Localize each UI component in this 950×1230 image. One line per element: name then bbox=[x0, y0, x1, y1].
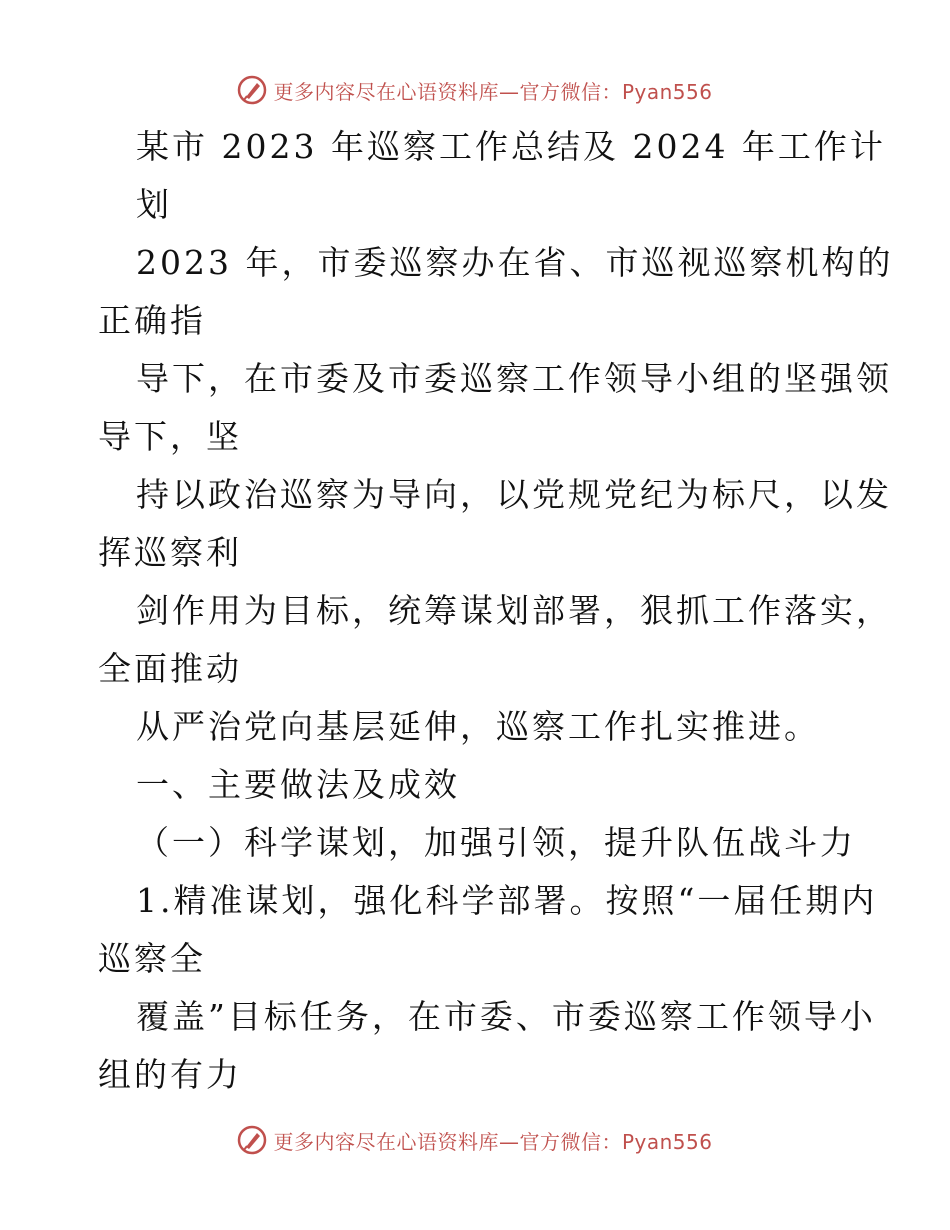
doc-line: 1.精准谋划，强化科学部署。按照“一届任期内 bbox=[136, 881, 878, 920]
doc-line: 全面推动 bbox=[98, 649, 242, 688]
doc-line: 某市 2023 年巡察工作总结及 2024 年工作计 bbox=[136, 127, 886, 166]
watermark-text: 更多内容尽在心语资料库—官方微信：Pyan556 bbox=[273, 1129, 713, 1154]
doc-line: 挥巡察利 bbox=[98, 533, 242, 572]
doc-line: 正确指 bbox=[98, 301, 206, 340]
doc-line: 组的有力 bbox=[98, 1055, 242, 1094]
watermark-banner-top bbox=[0, 70, 950, 110]
doc-line: 划 bbox=[136, 185, 172, 224]
subsection-heading: （一）科学谋划，加强引领，提升队伍战斗力 bbox=[136, 823, 856, 862]
doc-line: 剑作用为目标，统筹谋划部署，狠抓工作落实， bbox=[136, 591, 892, 630]
document-body bbox=[98, 118, 894, 1104]
doc-line: 巡察全 bbox=[98, 939, 206, 978]
section-heading: 一、主要做法及成效 bbox=[136, 765, 460, 804]
doc-line: 2023 年，市委巡察办在省、市巡视巡察机构的 bbox=[136, 243, 894, 282]
quill-logo-icon bbox=[237, 1125, 267, 1155]
quill-logo-icon bbox=[237, 75, 267, 105]
doc-line: 覆盖”目标任务，在市委、市委巡察工作领导小 bbox=[136, 997, 876, 1036]
watermark-banner-bottom bbox=[0, 1120, 950, 1160]
watermark-text: 更多内容尽在心语资料库—官方微信：Pyan556 bbox=[273, 79, 713, 104]
doc-line: 持以政治巡察为导向，以党规党纪为标尺，以发 bbox=[136, 475, 892, 514]
doc-line: 导下，坚 bbox=[98, 417, 242, 456]
doc-line: 导下，在市委及市委巡察工作领导小组的坚强领 bbox=[136, 359, 892, 398]
doc-line: 从严治党向基层延伸，巡察工作扎实推进。 bbox=[136, 707, 820, 746]
